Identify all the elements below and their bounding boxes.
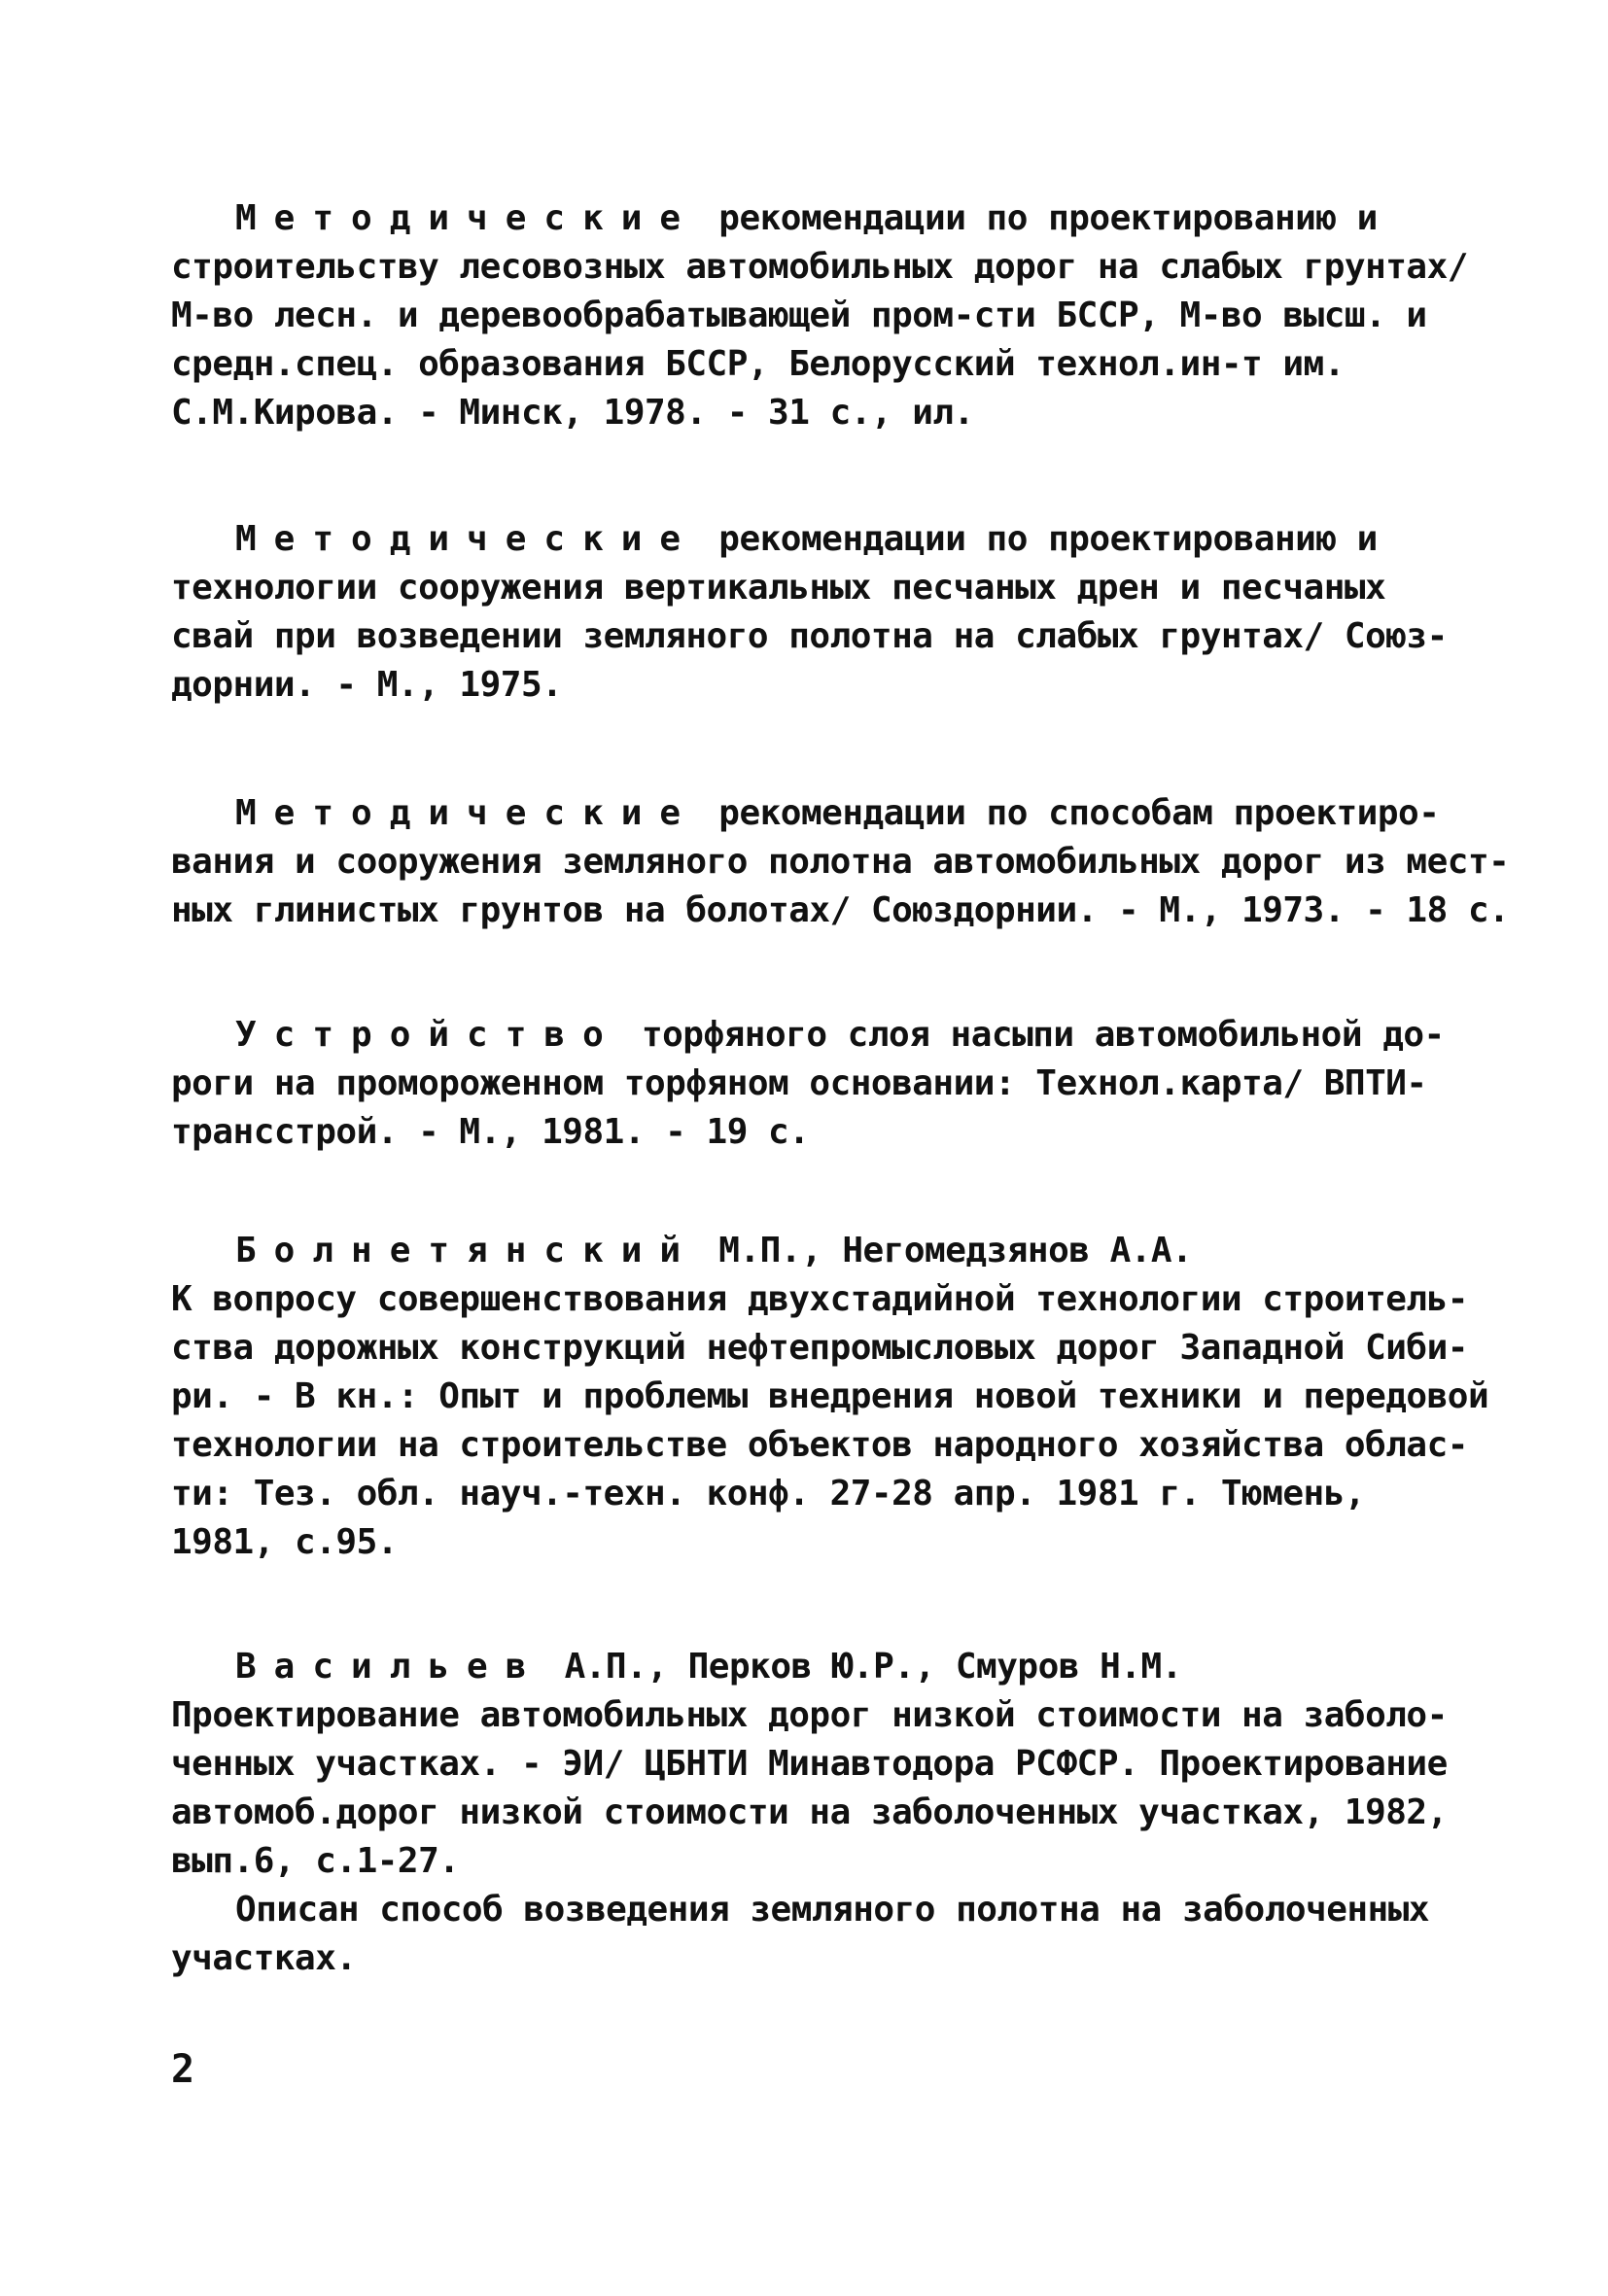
- entry-line: средн.спец. образования БССР, Белорусский технол.ин-т им.: [171, 344, 1345, 384]
- entry-lead-word: Методические: [235, 793, 699, 833]
- entry-lead-word: Устройство: [235, 1015, 621, 1055]
- entry-first-line: [171, 194, 1474, 243]
- bibliography-entry: [171, 515, 1474, 710]
- entry-line: строительству лесовозных автомобильных дорог на слабых грунтах/: [171, 247, 1468, 287]
- entry-lead-word: Методические: [235, 198, 699, 238]
- entry-note-line: Описан способ возведения земляного полотна на заболоченных: [235, 1890, 1430, 1930]
- entry-line: К вопросу совершенствования двухстадийной технологии строитель-: [171, 1279, 1468, 1319]
- entry-line: технологии на строительстве объектов народного хозяйства облас-: [171, 1425, 1468, 1465]
- entry-first-line-rest: рекомендации по проектированию и: [718, 519, 1378, 559]
- entry-line: трансстрой. - М., 1981. - 19 с.: [171, 1112, 810, 1152]
- entry-line: С.М.Кирова. - Минск, 1978. - 31 с., ил.: [171, 393, 974, 433]
- entry-first-line-rest: М.П., Негомедзянов А.А.: [718, 1231, 1193, 1270]
- entry-line: ти: Тез. обл. науч.-техн. конф. 27-28 апр. 1981 г. Тюмень,: [171, 1474, 1366, 1513]
- entry-line: 1981, с.95.: [171, 1522, 398, 1562]
- entry-first-line: [171, 1227, 1474, 1275]
- bibliography-entry: [171, 1227, 1489, 1567]
- entry-line: ри. - В кн.: Опыт и проблемы внедрения новой техники и передовой: [171, 1376, 1489, 1416]
- entry-line: вып.6, с.1-27.: [171, 1841, 460, 1881]
- entry-line: М-во лесн. и деревообрабатывающей пром-сти БССР, М-во высш. и: [171, 296, 1427, 335]
- entry-first-line: [171, 789, 1474, 838]
- entry-first-line: [171, 1643, 1474, 1691]
- entry-line: вания и сооружения земляного полотна автомобильных дорог из мест-: [171, 842, 1510, 882]
- entry-line: свай при возведении земляного полотна на слабых грунтах/ Союз-: [171, 616, 1448, 656]
- entry-first-line-rest: торфяного слоя насыпи автомобильной до-: [641, 1015, 1445, 1055]
- entry-lead-word: Методические: [235, 519, 699, 559]
- bibliography-entry: [171, 1011, 1474, 1157]
- entry-line: технологии сооружения вертикальных песчаных дрен и песчаных: [171, 568, 1386, 608]
- entry-line: роги на промороженном торфяном основании: Технол.карта/ ВПТИ-: [171, 1063, 1427, 1103]
- entry-first-line-rest: рекомендации по способам проектиро-: [718, 793, 1440, 833]
- entry-lead-word: Васильев: [235, 1647, 544, 1687]
- entry-line: ных глинистых грунтов на болотах/ Союздорнии. - М., 1973. - 18 с.: [171, 890, 1510, 930]
- entry-first-line: [171, 515, 1474, 564]
- page-number: 2: [171, 2047, 195, 2092]
- entry-line: ченных участках. - ЭИ/ ЦБНТИ Минавтодора РСФСР. Проектирование: [171, 1744, 1448, 1784]
- entry-first-line: [171, 1011, 1474, 1060]
- entry-line: автомоб.дорог низкой стоимости на заболоченных участках, 1982,: [171, 1792, 1448, 1832]
- entry-lead-word: Болнетянский: [235, 1231, 699, 1270]
- bibliography-entry: [171, 789, 1510, 935]
- entry-line: ства дорожных конструкций нефтепромысловых дорог Западной Сиби-: [171, 1328, 1468, 1368]
- entry-first-line-rest: А.П., Перков Ю.Р., Смуров Н.М.: [564, 1647, 1182, 1687]
- entry-line: дорнии. - М., 1975.: [171, 665, 563, 705]
- entry-first-line-rest: рекомендации по проектированию и: [718, 198, 1378, 238]
- entry-note-line: участках.: [171, 1938, 357, 1978]
- bibliography-entry: [171, 1643, 1474, 1983]
- bibliography-entry: [171, 194, 1474, 437]
- entry-line: Проектирование автомобильных дорог низкой стоимости на заболо-: [171, 1695, 1448, 1735]
